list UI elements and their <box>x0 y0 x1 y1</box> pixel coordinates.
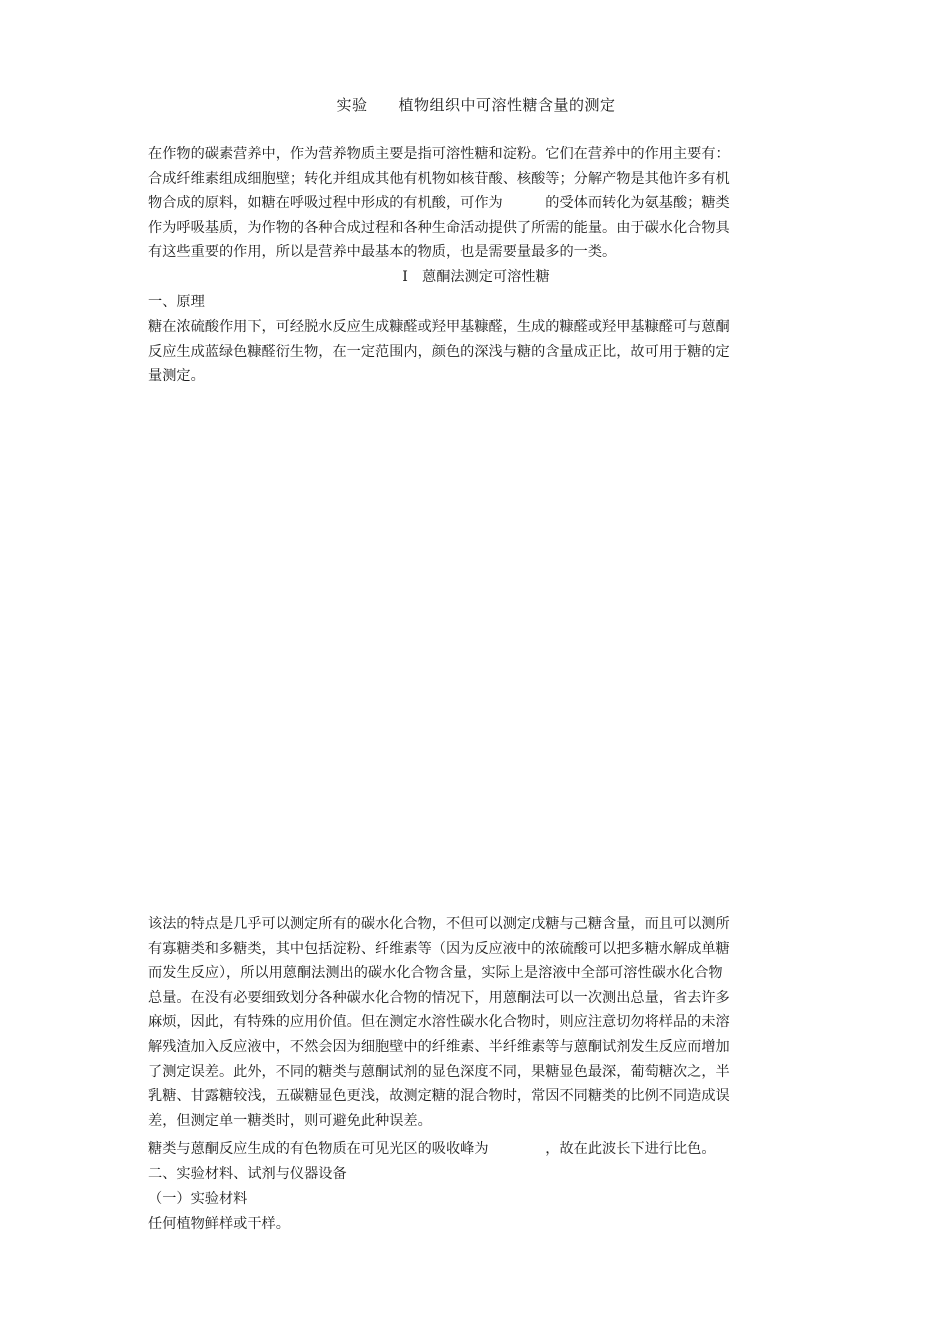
text-line: 在作物的碳素营养中，作为营养物质主要是指可溶性糖和淀粉。它们在营养中的作用主要有： <box>148 146 730 162</box>
text-line: 量测定。 <box>148 368 205 385</box>
principle-paragraph <box>148 315 804 389</box>
features-paragraph <box>148 912 804 1133</box>
text-line: 有寡糖类和多糖类，其中包括淀粉、纤维素等（因为反应液中的浓硫酸可以把多糖水解成单糖 <box>148 940 730 957</box>
intro-paragraph <box>148 142 804 265</box>
text-line: 差，但测定单一糖类时，则可避免此种误差。 <box>148 1112 432 1129</box>
heading-materials-sub: （一）实验材料 <box>148 1191 248 1207</box>
absorption-line: 糖类与蒽酮反应生成的有色物质在可见光区的吸收峰为 ，故在此波长下进行比色。 <box>148 1141 716 1157</box>
text-line: 解残渣加入反应液中，不然会因为细胞壁中的纤维素、半纤维素等与蒽酮试剂发生反应而增加 <box>148 1038 730 1055</box>
text-line: 了测定误差。此外，不同的糖类与蒽酮试剂的显色深度不同，果糖显色最深，葡萄糖次之，半 <box>148 1063 730 1080</box>
text-line: 总量。在没有必要细致划分各种碳水化合物的情况下，用蒽酮法可以一次测出总量，省去许多 <box>148 989 730 1006</box>
text-line: 而发生反应），所以用蒽酮法测出的碳水化合物含量，实际上是溶液中全部可溶性碳水化合物 <box>148 965 723 982</box>
section-title: Ⅰ 蒽酮法测定可溶性糖 <box>402 269 550 285</box>
text-line: 有这些重要的作用，所以是营养中最基本的物质，也是需要量最多的一类。 <box>148 244 617 261</box>
text-line: 物合成的原料，如糖在呼吸过程中形成的有机酸，可作为 的受体而转化为氨基酸；糖类 <box>148 195 730 212</box>
text-line: 糖在浓硫酸作用下，可经脱水反应生成糠醛或羟甲基糠醛，生成的糠醛或羟甲基糠醛可与蒽酮 <box>148 319 730 335</box>
text-line: 作为呼吸基质，为作物的各种合成过程和各种生命活动提供了所需的能量。由于碳水化合物具 <box>148 219 730 236</box>
text-line: 合成纤维素组成细胞壁；转化并组成其他有机物如核苷酸、核酸等；分解产物是其他许多有机 <box>148 170 730 187</box>
heading-principle: 一、原理 <box>148 294 205 310</box>
text-line: 乳糖、甘露糖较浅，五碳糖显色更浅，故测定糖的混合物时，常因不同糖类的比例不同造成误 <box>148 1088 730 1105</box>
text-line: 反应生成蓝绿色糠醛衍生物，在一定范围内，颜色的深浅与糖的含量成正比，故可用于糖的定 <box>148 343 730 360</box>
page-title: 实验 植物组织中可溶性糖含量的测定 <box>336 96 616 114</box>
text-line: 该法的特点是几乎可以测定所有的碳水化合物，不但可以测定戊糖与己糖含量，而且可以测所 <box>148 916 730 932</box>
materials-text: 任何植物鲜样或干样。 <box>148 1216 290 1232</box>
heading-materials: 二、实验材料、试剂与仪器设备 <box>148 1166 347 1182</box>
text-line: 麻烦，因此，有特殊的应用价值。但在测定水溶性碳水化合物时，则应注意切勿将样品的未溶 <box>148 1014 730 1031</box>
